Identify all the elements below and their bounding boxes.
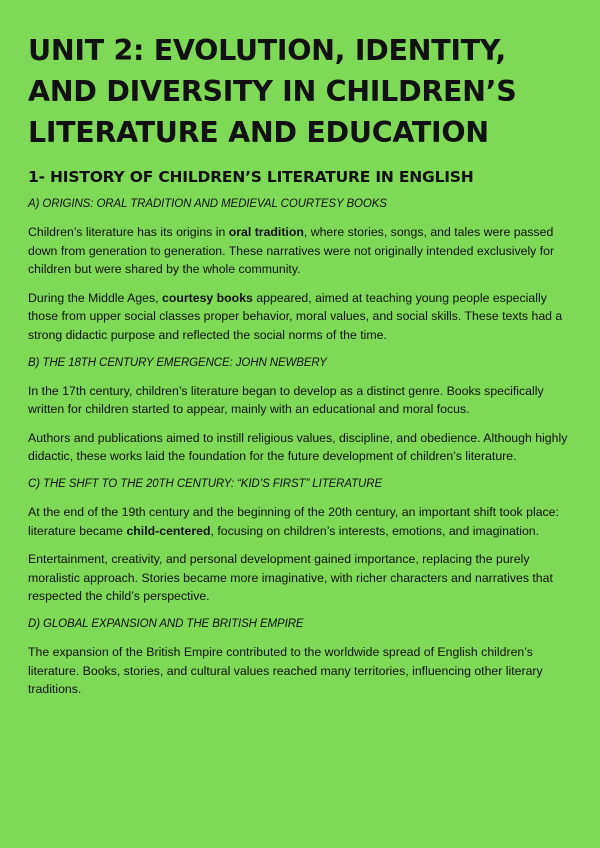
paragraph-c2: Entertainment, creativity, and personal development gained importance, replacing the purely moralistic approach. Stories became more imaginative, with richer characters and narratives that respected the child’s perspective. bbox=[28, 552, 553, 604]
subheading-b: B) THE 18TH CENTURY EMERGENCE: JOHN NEWBERY bbox=[28, 356, 327, 369]
paragraph-b2: Authors and publications aimed to instill religious values, discipline, and obedience. Although highly didactic, these works laid the foundation for the future development of children’s literature. bbox=[28, 430, 568, 464]
section-title: 1- HISTORY OF CHILDREN’S LITERATURE IN ENGLISH bbox=[28, 168, 474, 186]
subheading-d: D) GLOBAL EXPANSION AND THE BRITISH EMPIRE bbox=[28, 617, 304, 630]
paragraph-a1: Children’s literature has its origins in oral tradition, where stories, songs, and tales were passed down from generation to generation. These narratives were not originally intended exclusively for children but were shared by the whole community. bbox=[28, 225, 555, 277]
subheading-a: A) ORIGINS: ORAL TRADITION AND MEDIEVAL COURTESY BOOKS bbox=[28, 198, 387, 210]
page-title: UNIT 2: EVOLUTION, IDENTITY, AND DIVERSITY IN CHILDREN’S LITERATURE AND EDUCATION bbox=[28, 34, 517, 149]
paragraph-c1: At the end of the 19th century and the beginning of the 20th century, an important shift took place: literature became child-centered, focusing on children’s interests, emotions, and imagination. bbox=[28, 504, 559, 538]
paragraph-b1: In the 17th century, children’s literature began to develop as a distinct genre. Books specifically written for children started to appear, mainly with an educational and moral focus. bbox=[28, 383, 544, 417]
subheading-c: C) THE SHFT TO THE 20TH CENTURY: “KID’S FIRST” LITERATURE bbox=[28, 477, 383, 490]
paragraph-a2: During the Middle Ages, courtesy books appeared, aimed at teaching young people especially those from upper social classes proper behavior, moral values, and social skills. These texts had a strong didactic purpose and reflected the social norms of the time. bbox=[28, 290, 563, 342]
paragraph-d1: The expansion of the British Empire contributed to the worldwide spread of English children’s literature. Books, stories, and cultural values reached many territories, influencing other literary traditions. bbox=[28, 644, 543, 697]
